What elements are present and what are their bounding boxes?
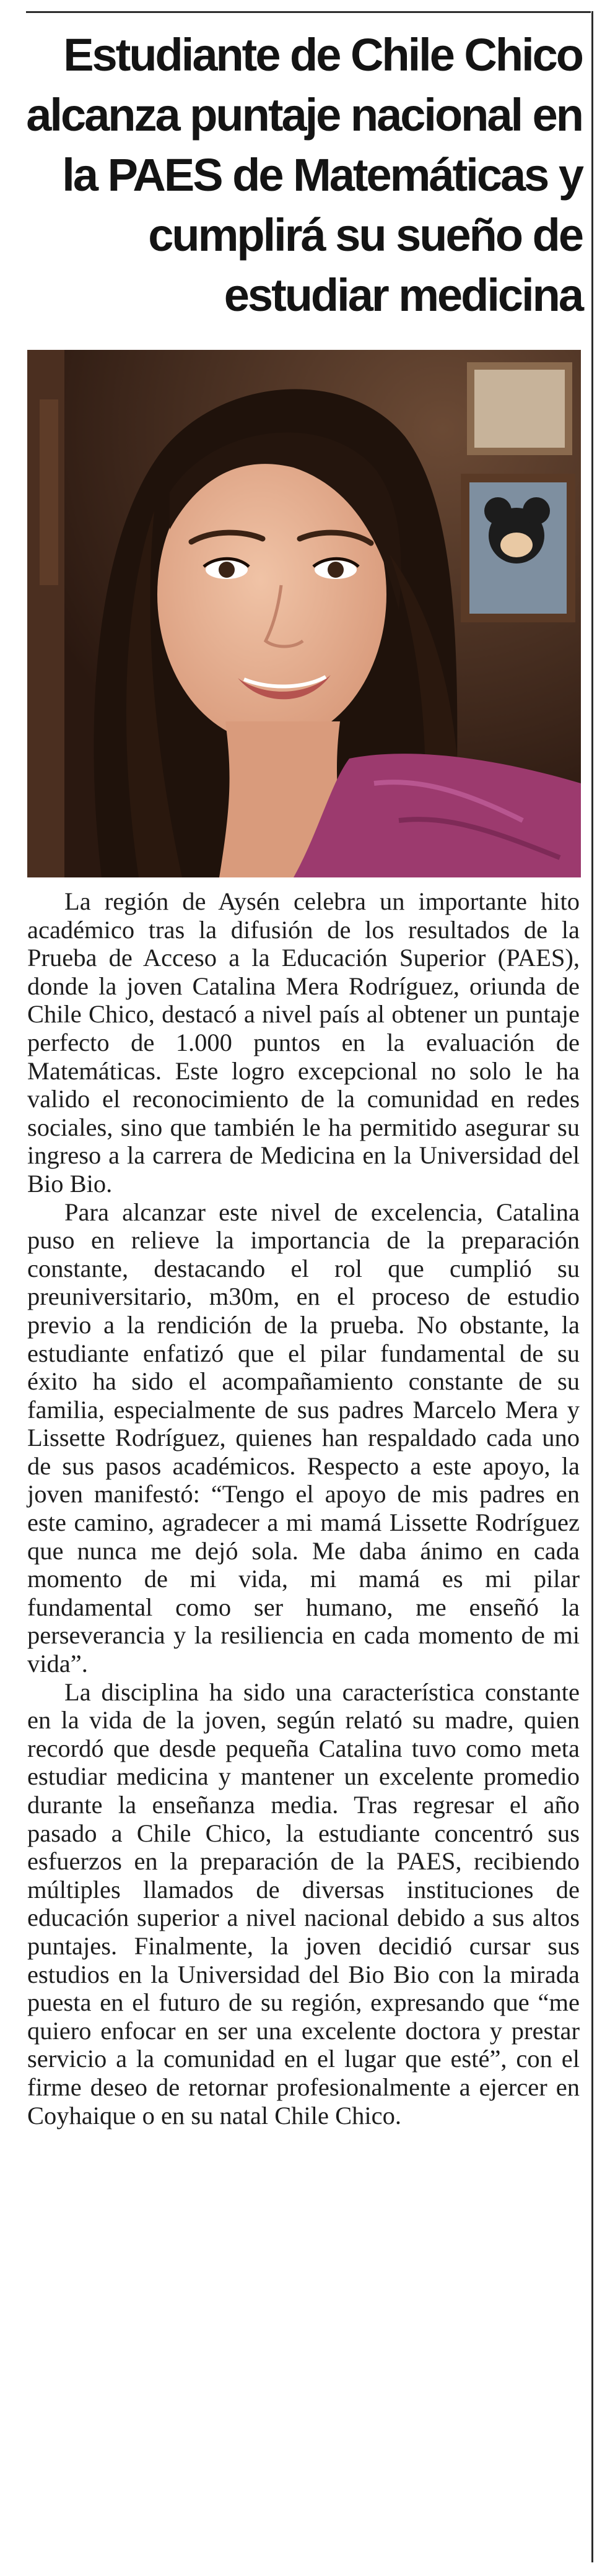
portrait-photo-icon — [27, 350, 581, 877]
article-paragraph-3: La disciplina ha sido una característica constante en la vida de la joven, según relató su madre, quien recordó que desde pequeña Catalina tuvo como meta estudiar medicina y mantener un excelente promedio durante la enseñanza media. Tras regresar el año pasado a Chile Chico, la estudiante concentró sus esfuerzos en la preparación de la PAES, recibiendo múltiples llamados de diversas instituciones de educación superior a nivel nacional debido a sus altos puntajes. Finalmente, la joven decidió cursar sus estudios en la Universidad del Bio Bio con la mirada puesta en el futuro de su región, expresando que “me quiero enfocar en ser una excelente doctora y prestar servicio a la comunidad en el lugar que esté”, con el firme deseo de retornar profesionalmente a ejercer en Coyhaique o en su natal Chile Chico. — [27, 1677, 580, 2130]
article-paragraph-2: Para alcanzar este nivel de excelencia, Catalina puso en relieve la importancia de la preparación constante, destacando el rol que cumplió su preuniversitario, m30m, en el proceso de estudio previo a la rendición de la prueba. No obstante, la estudiante enfatizó que el pilar fundamental de su éxito ha sido el acompañamiento constante de su familia, especialmente de sus padres Marcelo Mera y Lissette Rodríguez, quienes han respaldado cada uno de sus pasos académicos. Respecto a este apoyo, la joven manifestó: “Tengo el apoyo de mis padres en este camino, agradecer a mi mamá Lissette Rodríguez que nunca me dejó sola. Me daba ánimo en cada momento de mi vida, mi mamá es mi pilar fundamental como ser humano, me enseñó la perseverancia y la resiliencia en cada momento de mi vida”. — [27, 1198, 580, 1678]
top-border-rule — [26, 11, 591, 13]
article-paragraph-1: La región de Aysén celebra un importante hito académico tras la difusión de los resultados de la Prueba de Acceso a la Educación Superior (PAES), donde la joven Catalina Mera Rodríguez, oriunda de Chile Chico, destacó a nivel país al obtener un puntaje perfecto de 1.000 puntos en la evaluación de Matemáticas. Este logro excepcional no solo le ha valido el reconocimiento de la comunidad en redes sociales, sino que también le ha permitido asegurar su ingreso a la carrera de Medicina en la Universidad del Bio Bio. — [27, 887, 580, 1198]
article-headline: Estudiante de Chile Chico alcanza puntaje nacional en la PAES de Matemáticas y cumplirá su sueño de estudiar medicina — [26, 29, 582, 321]
right-border-rule — [591, 11, 593, 2562]
article-body — [27, 887, 580, 2130]
